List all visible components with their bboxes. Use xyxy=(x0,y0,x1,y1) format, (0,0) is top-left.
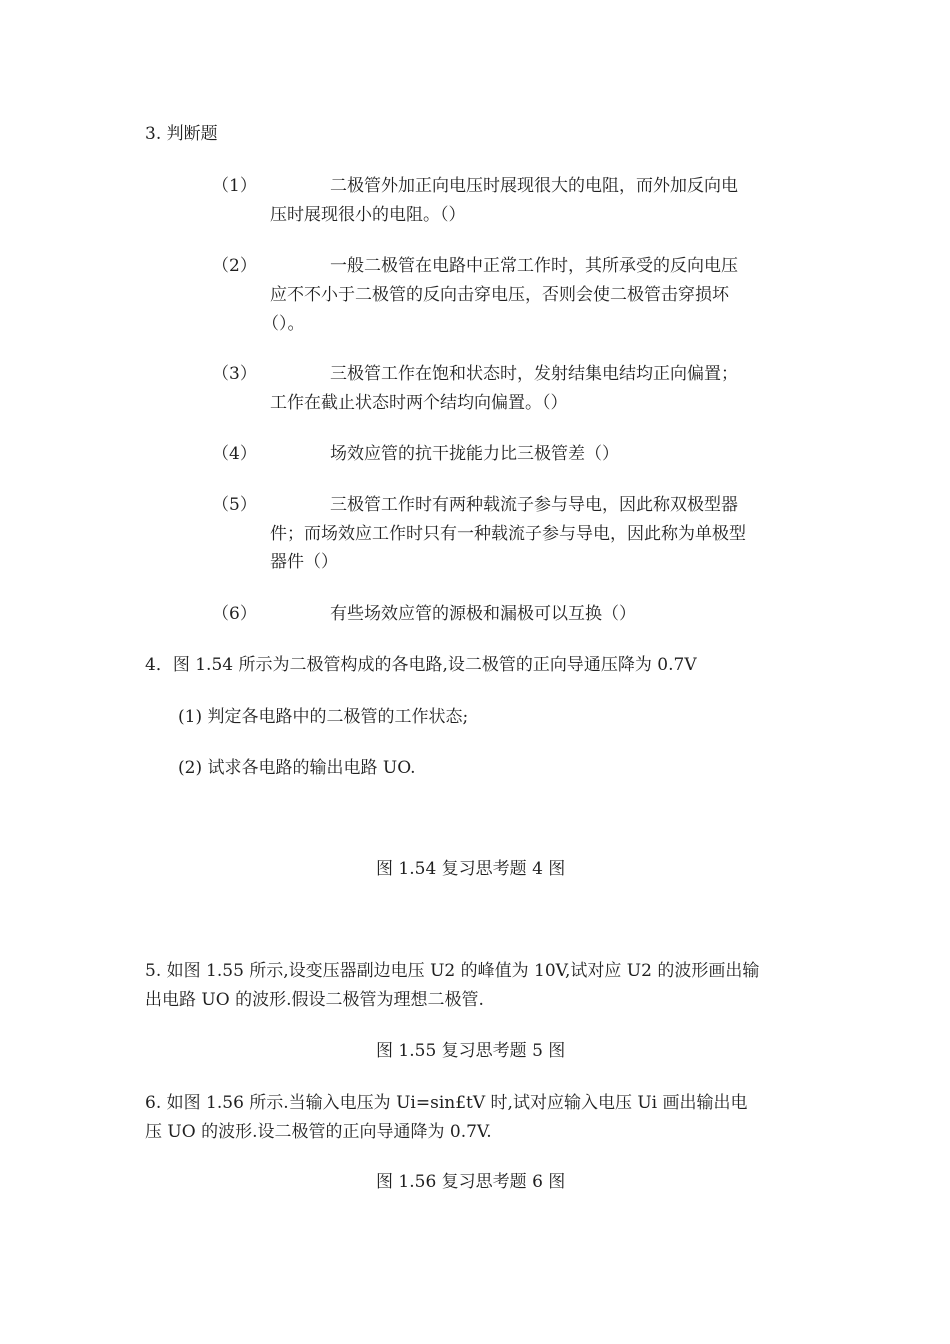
item-text-line: 三极管工作在饱和状态时，发射结集电结均正向偏置； xyxy=(330,364,738,384)
item-text-line: 有些场效应管的源极和漏极可以互换（） xyxy=(330,604,636,624)
item-text-line: 三极管工作时有两种载流子参与导电，因此称双极型器 xyxy=(330,495,738,515)
item-text-line: 件；而场效应工作时只有一种载流子参与导电，因此称为单极型 xyxy=(270,524,746,544)
item-text-line: （）。 xyxy=(262,314,305,334)
item-number: （1） xyxy=(212,176,257,196)
question-4-sub-2: (2) 试求各电路的输出电路 UO. xyxy=(178,758,416,778)
question-5-text-line: 出电路 UO 的波形.假设二极管为理想二极管. xyxy=(145,990,484,1010)
question-6-text-line: 压 UO 的波形.设二极管的正向导通降为 0.7V. xyxy=(145,1122,492,1142)
item-text-line: 一般二极管在电路中正常工作时，其所承受的反向电压 xyxy=(330,256,738,276)
section-heading: 3. 判断题 xyxy=(145,124,218,144)
item-text-line: 器件（） xyxy=(270,552,338,572)
question-6-text-line: 6. 如图 1.56 所示.当输入电压为 Ui=sin£tV 时,试对应输入电压 Ui 画出输出电 xyxy=(145,1093,748,1113)
item-text-line: 场效应管的抗干拢能力比三极管差（） xyxy=(330,444,619,464)
item-text-line: 压时展现很小的电阻。（） xyxy=(270,205,466,225)
item-number: （3） xyxy=(212,364,257,384)
item-number: （6） xyxy=(212,604,257,624)
item-number: （4） xyxy=(212,444,257,464)
item-text-line: 工作在截止状态时两个结均向偏置。（） xyxy=(270,393,568,413)
item-text-line: 应不不小于二极管的反向击穿电压，否则会使二极管击穿损坏 xyxy=(270,285,729,305)
question-4-text: 4．图 1.54 所示为二极管构成的各电路,设二极管的正向导通压降为 0.7V xyxy=(145,655,697,675)
item-number: （2） xyxy=(212,256,257,276)
question-4-sub-1: (1) 判定各电路中的二极管的工作状态; xyxy=(178,707,469,727)
figure-caption-1-54: 图 1.54 复习思考题 4 图 xyxy=(376,859,566,879)
question-5-text-line: 5. 如图 1.55 所示,设变压器副边电压 U2 的峰值为 10V,试对应 U2 的波形画出输 xyxy=(145,961,760,981)
figure-caption-1-56: 图 1.56 复习思考题 6 图 xyxy=(376,1172,566,1192)
item-text-line: 二极管外加正向电压时展现很大的电阻，而外加反向电 xyxy=(330,176,738,196)
figure-caption-1-55: 图 1.55 复习思考题 5 图 xyxy=(376,1041,566,1061)
item-number: （5） xyxy=(212,495,257,515)
